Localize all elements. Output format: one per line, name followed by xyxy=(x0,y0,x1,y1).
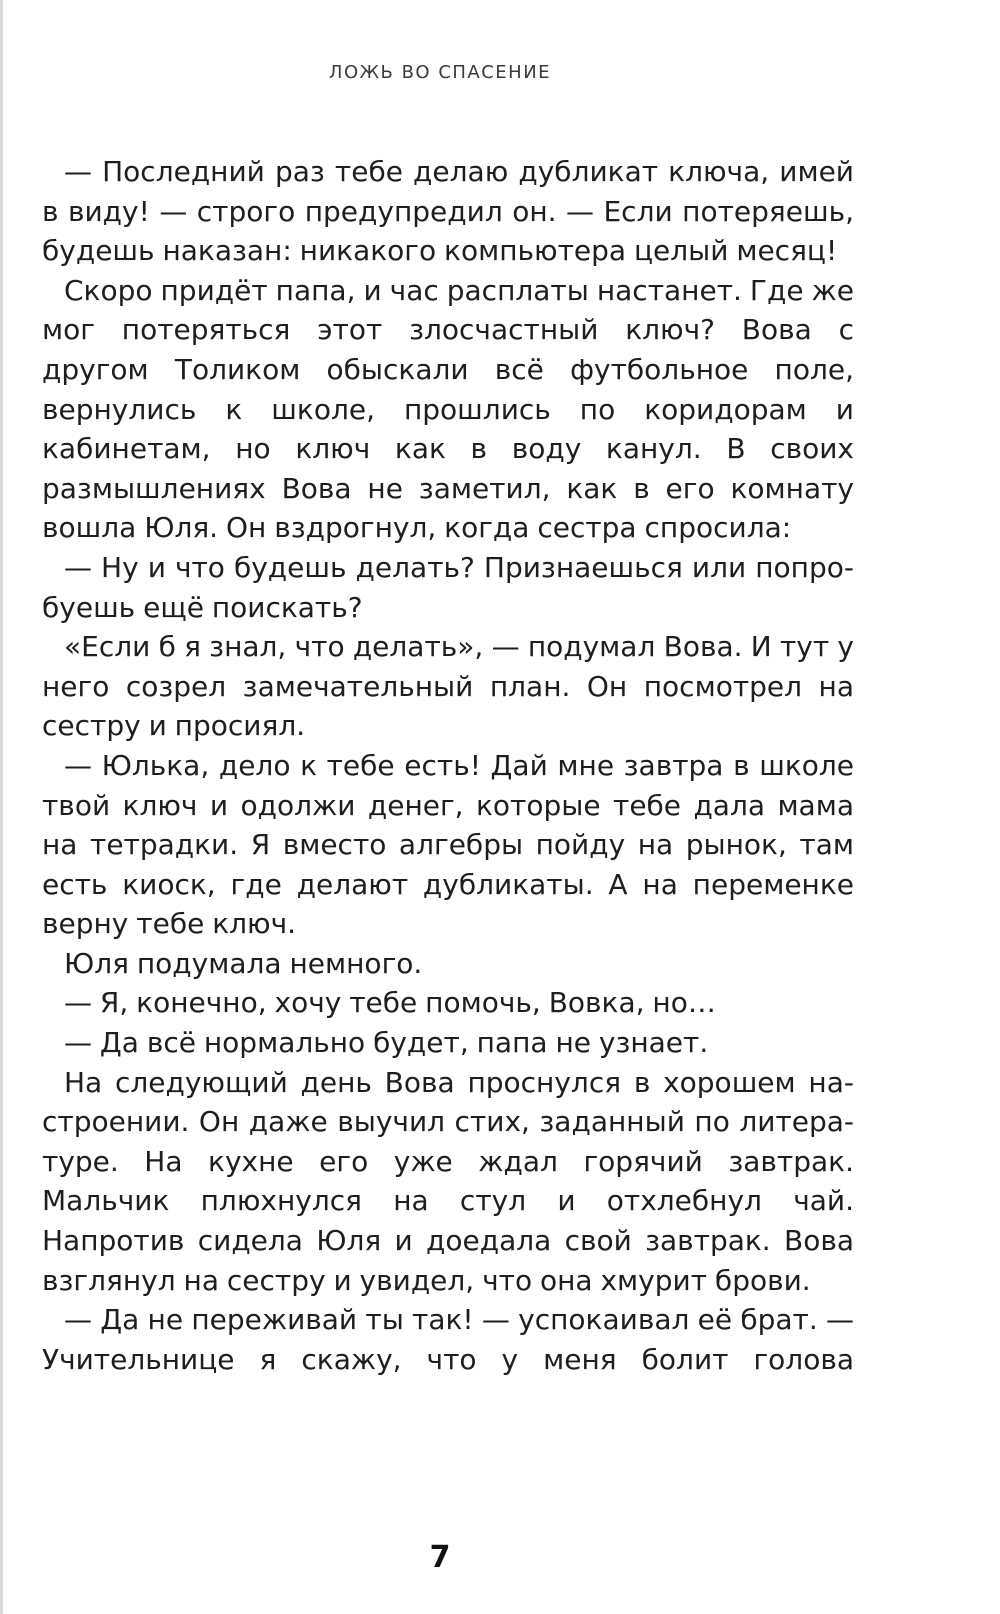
paragraph: — Юлька, дело к тебе есть! Дай мне завтра в школе твой ключ и одолжи денег, которые тебе дала мама на тетрадки. Я вместо алгебры пойду на рынок, там есть киоск, где делают дубликаты. А на переменке верну тебе ключ. xyxy=(42,748,854,941)
page-edge xyxy=(0,0,3,1614)
page-number: 7 xyxy=(429,1540,451,1575)
paragraph: Юля подумала немного. xyxy=(64,946,423,980)
paragraph: — Да не переживай ты так! — успокаивал её брат. — Учительнице я скажу, что у меня болит голова xyxy=(42,1303,854,1376)
paragraph: «Если б я знал, что делать», — подумал Вова. И тут у него созрел замечательный план. Он посмотрел на сестру и просиял. xyxy=(42,630,854,743)
body-text xyxy=(42,152,854,1379)
paragraph: — Я, конечно, хочу тебе помочь, Вовка, но… xyxy=(64,986,716,1020)
paragraph: — Ну и что будешь делать? Признаешься или попробуешь ещё поискать? xyxy=(42,550,854,624)
paragraph: На следующий день Вова проснулся в хорошем настроении. Он даже выучил стих, заданный по литературе. На кухне его уже ждал горячий завтрак. Мальчик плюхнулся на стул и отхлебнул чай. Напротив сидела Юля и доедала свой завтрак. Вова взглянул на сестру и увидел, что она хмурит брови. xyxy=(42,1065,854,1297)
paragraph: — Да всё нормально будет, папа не узнает. xyxy=(64,1026,709,1060)
running-title: ЛОЖЬ ВО СПАСЕНИЕ xyxy=(328,62,552,83)
paragraph: — Последний раз тебе делаю дубликат ключа, имей в виду! — строго предупредил он. — Если потеряешь, будешь наказан: никакого компьютера целый месяц! xyxy=(42,155,854,268)
paragraph: Скоро придёт папа, и час расплаты настанет. Где же мог потеряться этот злосчастный ключ? Вова с другом Толиком обыскали всё футбольное поле, вернулись к школе, прошлись по коридорам и кабинетам, но ключ как в воду канул. В своих размышлениях Вова не заметил, как в его комнату вошла Юля. Он вздрогнул, когда сестра спросила: xyxy=(42,273,854,545)
